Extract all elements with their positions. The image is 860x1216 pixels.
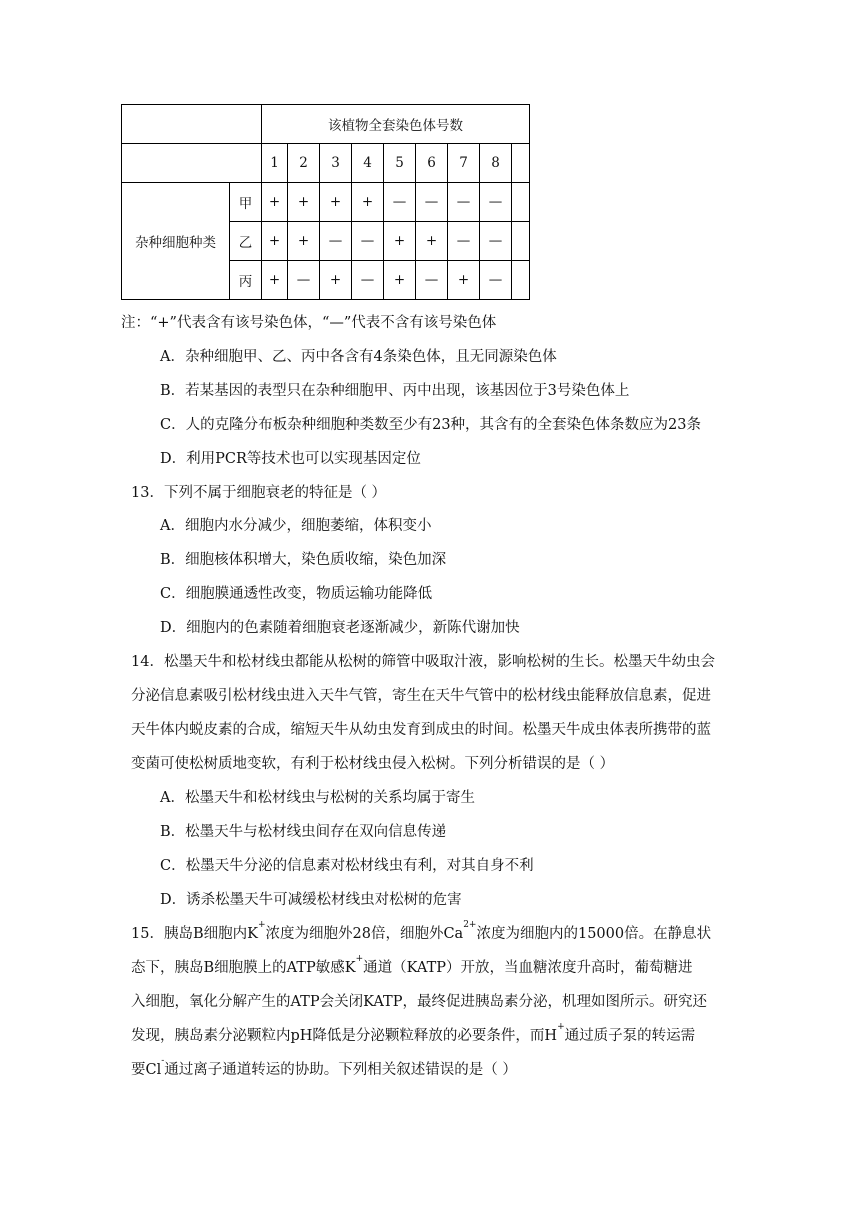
chrom-number: 2 — [288, 144, 320, 183]
table-cell — [512, 261, 530, 300]
potassium-superscript: + — [257, 920, 266, 930]
table-cell: — — [352, 222, 384, 261]
q14-stem-line: 变菌可使松树质地变软，有利于松材线虫侵入松树。下列分析错误的是（ ） — [131, 756, 615, 772]
table-cell: — — [416, 183, 448, 222]
proton-superscript: + — [557, 1022, 565, 1032]
table-cell: + — [288, 222, 320, 261]
chrom-number: 7 — [448, 144, 480, 183]
q15-text: 通过离子通道转运的协助。下列相关叙述错误的是（ ） — [164, 1062, 517, 1078]
q12-option-b: B．若某基因的表型只在杂种细胞甲、丙中出现，该基因位于3号染色体上 — [160, 383, 630, 399]
chrom-number — [512, 144, 530, 183]
row-group-label: 杂种细胞种类 — [122, 183, 230, 300]
table-blank-cell — [122, 144, 262, 183]
q14-option-a: A．松墨天牛和松材线虫与松树的关系均属于寄生 — [160, 790, 475, 806]
potassium-superscript: + — [355, 954, 364, 964]
chrom-number: 4 — [352, 144, 384, 183]
q14-option-c: C．松墨天牛分泌的信息素对松材线虫有利，对其自身不利 — [160, 858, 534, 874]
table-cell: + — [262, 183, 288, 222]
chrom-number: 1 — [262, 144, 288, 183]
table-cell: — — [416, 261, 448, 300]
table-cell: — — [352, 261, 384, 300]
q12-option-d: D．利用PCR等技术也可以实现基因定位 — [160, 451, 421, 467]
table-cell: — — [288, 261, 320, 300]
row-label: 丙 — [230, 261, 262, 300]
table-cell: + — [448, 261, 480, 300]
q15-stem-line-3: 入细胞，氧化分解产生的ATP会关闭KATP，最终促进胰岛素分泌，机理如图所示。研究还 — [131, 994, 707, 1010]
q15-stem-line-1 — [131, 922, 711, 943]
q15-text: 要Cl — [131, 1062, 162, 1078]
table-cell: + — [384, 222, 416, 261]
q12-option-c: C．人的克隆分布板杂种细胞种类数至少有23种，其含有的全套染色体条数应为23条 — [160, 417, 701, 433]
q15-text: 通道（KATP）开放，当血糖浓度升高时，葡萄糖进 — [363, 960, 693, 976]
q15-text: 发现，胰岛素分泌颗粒内pH降低是分泌颗粒释放的必要条件，而H — [131, 1028, 558, 1044]
table-cell — [512, 183, 530, 222]
q13-option-a: A．细胞内水分减少，细胞萎缩，体积变小 — [160, 518, 432, 534]
q14-stem-line: 天牛体内蜕皮素的合成，缩短天牛从幼虫发育到成虫的时间。松墨天牛成虫体表所携带的蓝 — [131, 722, 711, 738]
row-label: 甲 — [230, 183, 262, 222]
q14-stem-line: 分泌信息素吸引松材线虫进入天牛气管，寄生在天牛气管中的松材线虫能释放信息素，促进 — [131, 688, 711, 704]
table-cell: + — [288, 183, 320, 222]
q15-text: 通过质子泵的转运需 — [564, 1028, 696, 1044]
row-label: 乙 — [230, 222, 262, 261]
q15-text: 态下，胰岛B细胞膜上的ATP敏感K — [131, 960, 356, 976]
chrom-number: 5 — [384, 144, 416, 183]
q14-option-b: B．松墨天牛与松材线虫间存在双向信息传递 — [160, 824, 447, 840]
q15-stem-line-4 — [131, 1024, 695, 1045]
table-cell: — — [480, 222, 512, 261]
q15-text: 15．胰岛B细胞内K — [131, 926, 258, 942]
table-note: 注：“+”代表含有该号染色体，“—”代表不含有该号染色体 — [121, 315, 497, 331]
chrom-number: 3 — [320, 144, 352, 183]
q15-stem-line-5 — [131, 1058, 517, 1079]
table-cell: + — [352, 183, 384, 222]
table-cell — [512, 222, 530, 261]
q14-option-d: D．诱杀松墨天牛可减缓松材线虫对松树的危害 — [160, 892, 462, 908]
q12-option-a: A．杂种细胞甲、乙、丙中各含有4条染色体，且无同源染色体 — [160, 349, 557, 365]
q14-stem-line: 14．松墨天牛和松材线虫都能从松树的筛管中吸取汁液，影响松树的生长。松墨天牛幼虫会 — [131, 654, 715, 670]
table-cell: + — [262, 222, 288, 261]
q13-option-b: B．细胞核体积增大，染色质收缩，染色加深 — [160, 552, 447, 568]
table-cell: — — [480, 261, 512, 300]
table-corner-cell — [122, 105, 262, 144]
calcium-superscript: 2+ — [463, 920, 477, 930]
q13-option-d: D．细胞内的色素随着细胞衰老逐渐减少，新陈代谢加快 — [160, 620, 520, 636]
table-cell: + — [416, 222, 448, 261]
chromosome-table — [121, 104, 530, 300]
table-cell: — — [448, 222, 480, 261]
table-cell: — — [320, 222, 352, 261]
table-header: 该植物全套染色体号数 — [262, 105, 530, 144]
table-cell: — — [448, 183, 480, 222]
q15-text: 浓度为细胞内的15000倍。在静息状 — [476, 926, 712, 942]
chrom-number: 6 — [416, 144, 448, 183]
table-cell: + — [320, 183, 352, 222]
table-cell: + — [262, 261, 288, 300]
q15-stem-line-2 — [131, 956, 693, 977]
table-cell: — — [480, 183, 512, 222]
table-cell: + — [320, 261, 352, 300]
q13-stem: 13．下列不属于细胞衰老的特征是（ ） — [131, 485, 387, 501]
table-cell: + — [384, 261, 416, 300]
q15-text: 浓度为细胞外28倍，细胞外Ca — [265, 926, 464, 942]
chloride-superscript: - — [161, 1056, 165, 1066]
table-cell: — — [384, 183, 416, 222]
chrom-number: 8 — [480, 144, 512, 183]
q13-option-c: C．细胞膜通透性改变，物质运输功能降低 — [160, 586, 433, 602]
